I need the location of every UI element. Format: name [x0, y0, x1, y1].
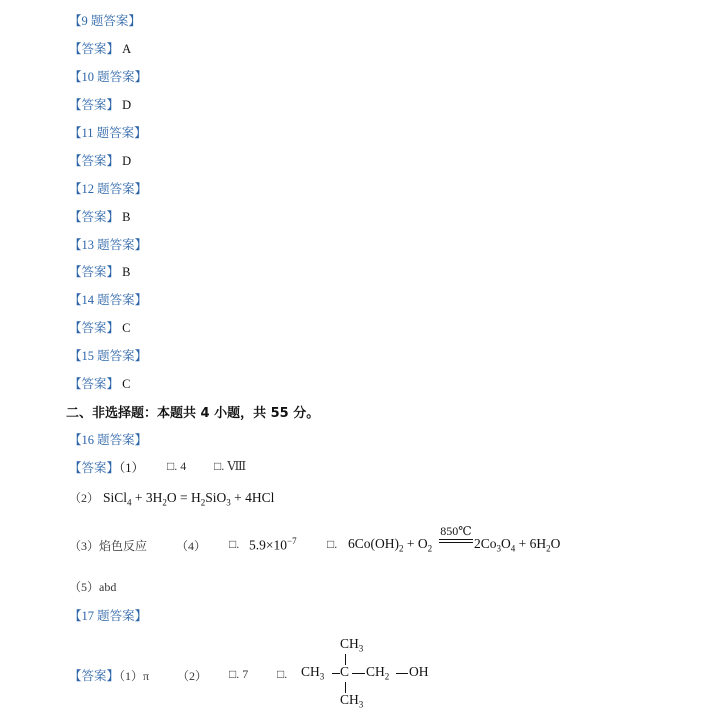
eq-sub: 2 [162, 497, 167, 508]
eq-sub: 2 [546, 543, 551, 554]
answer-tag: 【答案】 [69, 210, 120, 224]
answer-tag: 【答案】 [69, 461, 120, 475]
eq-term: 2Co [474, 536, 497, 551]
eq-sub: 4 [127, 497, 132, 508]
eq-sub: 2 [399, 543, 404, 554]
answer-value: B [122, 210, 131, 224]
q13-answer [69, 262, 130, 280]
eq-term: + O [403, 536, 428, 551]
answer-tag: 【答案】 [69, 265, 120, 279]
eq-sub: 3 [496, 543, 502, 554]
answer-tag: 【答案】 [69, 669, 120, 683]
q12-title: 【12 题答案】 [69, 182, 148, 196]
q15-answer [69, 374, 130, 392]
eq-term: SiO [205, 490, 227, 505]
part-3-label: （3）焰色反应 [69, 539, 148, 553]
q14-title: 【14 题答案】 [69, 293, 148, 307]
bond-left [332, 673, 340, 674]
part-4-answer-a-label: □. [229, 537, 240, 551]
answer-tag: 【答案】 [69, 377, 120, 391]
part-2-label: （2） [69, 491, 100, 505]
eq-term: SiCl [103, 490, 128, 505]
eq-sub: 2 [427, 543, 433, 554]
methylene-group [366, 664, 389, 682]
reaction-arrow-line [439, 539, 473, 540]
q16-title: 【16 题答案】 [69, 433, 148, 447]
part-1-answer-b: □. Ⅷ [214, 459, 247, 473]
part-2-answer-b-label: □. [277, 667, 288, 681]
atom-sub: 3 [319, 671, 325, 682]
part-1-answer: （1）π [119, 669, 150, 683]
section-heading: 二、非选择题：本题共 4 小题，共 55 分。 [66, 406, 320, 421]
q16-part-2 [69, 489, 274, 508]
methyl-top [340, 636, 363, 654]
part-2-label: （2） [177, 669, 208, 683]
equation-co-oxidation [348, 536, 432, 554]
answer-tag: 【答案】 [69, 154, 120, 168]
eq-term: 6Co(OH) [348, 536, 399, 551]
eq-term: + 4HCl [230, 490, 275, 505]
q17-title: 【17 题答案】 [69, 609, 148, 623]
ksp-mantissa: 5.9×10 [249, 537, 287, 553]
eq-term: O = H [166, 490, 201, 505]
atom-group: CH [301, 664, 320, 679]
part-4-label: （4） [176, 539, 207, 553]
atom-group: CH [340, 636, 359, 651]
q12-answer [69, 207, 130, 225]
q16-answer-line1 [69, 458, 144, 476]
q17-answer-line [69, 666, 149, 684]
atom-group: CH [340, 692, 359, 707]
eq-sub: 3 [226, 497, 231, 508]
eq-term: O [550, 536, 561, 551]
eq-sub: 4 [510, 543, 516, 554]
q10-answer [69, 95, 131, 113]
bond-right [352, 673, 365, 674]
hydroxyl-group: OH [409, 664, 429, 679]
answer-tag: 【答案】 [69, 42, 120, 56]
q9-answer [69, 39, 131, 57]
equation-sicl4-hydrolysis [103, 490, 275, 508]
reaction-condition: 850℃ [440, 524, 472, 538]
part-1-label: （1） [119, 461, 145, 475]
part-1-answer-a: □. 4 [167, 459, 187, 473]
eq-term: + 3H [131, 490, 163, 505]
eq-term: + 6H [515, 536, 547, 551]
equation-co-products [474, 536, 560, 554]
ksp-value [249, 536, 297, 554]
q14-answer [69, 318, 130, 336]
answer-value: C [122, 321, 131, 335]
eq-sub: 2 [200, 497, 206, 508]
q11-title: 【11 题答案】 [69, 126, 147, 140]
answer-value: D [122, 154, 132, 168]
part-5-answer: （5）abd [69, 580, 117, 594]
answer-tag: 【答案】 [69, 321, 120, 335]
ksp-exponent: −7 [287, 536, 297, 546]
methyl-left [301, 664, 324, 682]
q10-title: 【10 题答案】 [69, 70, 148, 84]
reaction-arrow-line-2 [439, 542, 473, 543]
answer-tag: 【答案】 [69, 98, 120, 112]
q9-title: 【9 题答案】 [69, 14, 141, 28]
answer-value: A [122, 42, 132, 56]
q13-title: 【13 题答案】 [69, 238, 148, 252]
part-4-answer-b-label: □. [327, 537, 338, 551]
atom-sub: 3 [358, 699, 364, 710]
q15-title: 【15 题答案】 [69, 349, 148, 363]
q11-answer [69, 151, 131, 169]
answer-value: C [122, 377, 131, 391]
atom-sub: 2 [384, 671, 390, 682]
methyl-bottom [340, 692, 363, 710]
part-2-answer-a: □. 7 [229, 667, 249, 681]
bond-oh [396, 673, 408, 674]
central-carbon: C [340, 664, 350, 679]
atom-group: CH [366, 664, 385, 679]
answer-value: D [122, 98, 132, 112]
eq-term: O [501, 536, 511, 551]
atom-sub: 3 [358, 643, 364, 654]
answer-value: B [122, 265, 131, 279]
